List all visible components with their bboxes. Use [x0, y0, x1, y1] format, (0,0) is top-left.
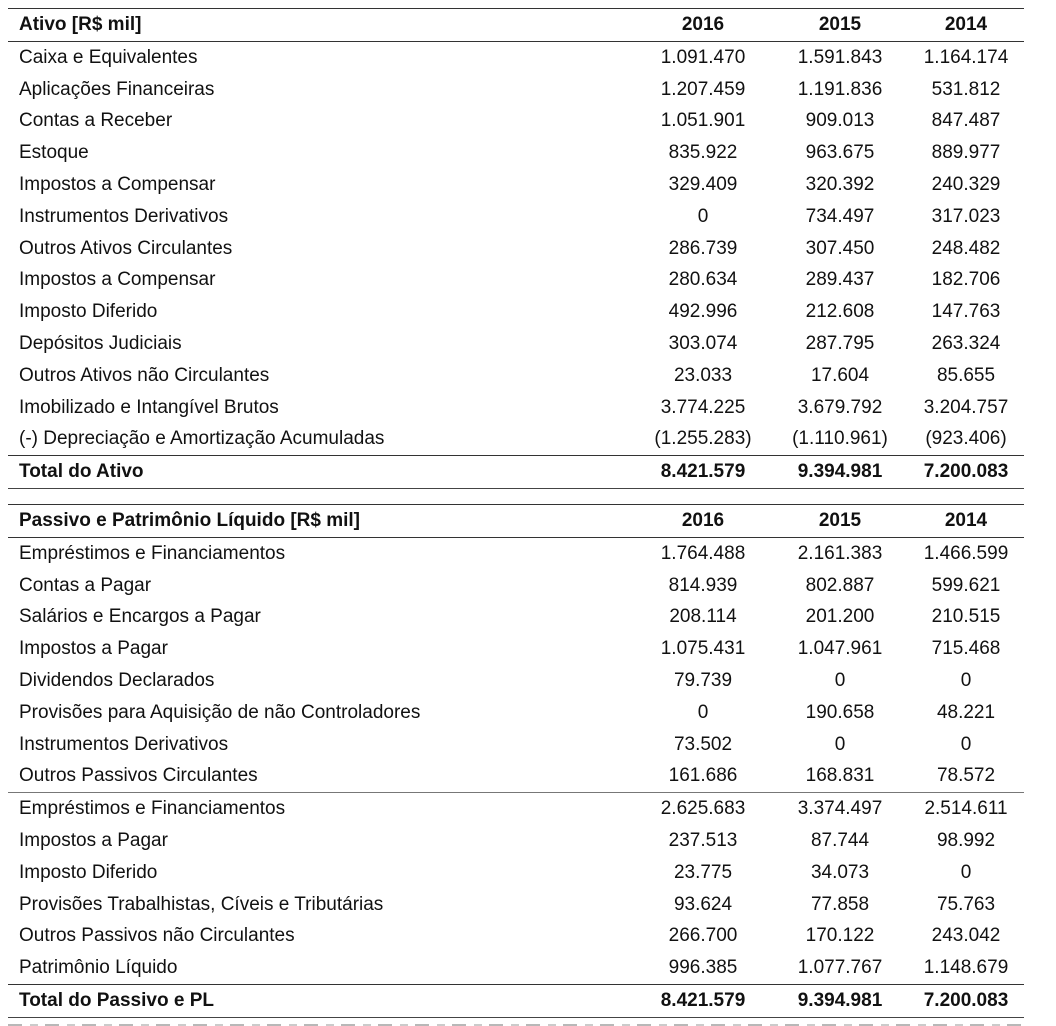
row-label: Contas a Pagar — [19, 574, 152, 596]
row-value: 847.487 — [931, 110, 1001, 132]
total-label: Total do Passivo e PL — [8, 984, 634, 1017]
row-label: Outros Ativos não Circulantes — [19, 364, 270, 386]
table-row — [8, 169, 1024, 201]
total-value: 7.200.083 — [908, 984, 1024, 1017]
table-row — [8, 41, 1024, 73]
row-value: 909.013 — [805, 110, 875, 132]
row-label: Provisões Trabalhistas, Cíveis e Tributárias — [19, 893, 384, 915]
row-value: 190.658 — [805, 701, 875, 723]
table-row — [8, 793, 1024, 825]
table-row — [8, 760, 1024, 792]
table-row — [8, 952, 1024, 984]
table-row — [8, 201, 1024, 233]
row-value: 1.077.767 — [797, 957, 883, 979]
row-value: 715.468 — [931, 638, 1001, 660]
ativo-table-body — [8, 41, 1024, 488]
row-label: Instrumentos Derivativos — [19, 205, 229, 227]
row-label: Imobilizado e Intangível Brutos — [19, 396, 279, 418]
row-value: 168.831 — [805, 765, 875, 787]
table-row — [8, 570, 1024, 602]
row-value: 248.482 — [931, 237, 1001, 259]
row-value: 3.204.757 — [923, 396, 1009, 418]
passivo-header-row — [8, 505, 1024, 538]
row-value: 289.437 — [805, 269, 875, 291]
table-row — [8, 697, 1024, 729]
table-row — [8, 857, 1024, 889]
row-value: (1.110.961) — [792, 428, 888, 450]
ativo-header-year: 2015 — [772, 9, 908, 42]
passivo-table — [8, 504, 1024, 1018]
row-value: 2.161.383 — [797, 542, 883, 564]
ativo-header-year: 2014 — [908, 9, 1024, 42]
row-value: 73.502 — [673, 733, 733, 755]
total-value: 8.421.579 — [634, 984, 772, 1017]
row-label: Dividendos Declarados — [19, 669, 215, 691]
row-label: (-) Depreciação e Amortização Acumuladas — [19, 428, 385, 450]
passivo-header-year: 2014 — [908, 505, 1024, 538]
row-value: 814.939 — [668, 574, 738, 596]
row-value: 161.686 — [668, 765, 738, 787]
row-value: 1.051.901 — [660, 110, 746, 132]
row-value: 996.385 — [668, 957, 738, 979]
row-value: 307.450 — [805, 237, 875, 259]
row-value: 263.324 — [931, 332, 1001, 354]
row-label: Contas a Receber — [19, 110, 173, 132]
row-value: 320.392 — [805, 173, 875, 195]
row-label: Depósitos Judiciais — [19, 332, 182, 354]
row-value: 835.922 — [668, 142, 738, 164]
row-label: Instrumentos Derivativos — [19, 733, 229, 755]
row-label: Estoque — [19, 142, 89, 164]
row-value: 317.023 — [931, 205, 1001, 227]
table-row — [8, 920, 1024, 952]
row-value: 734.497 — [805, 205, 875, 227]
row-value: 329.409 — [668, 173, 738, 195]
total-value: 9.394.981 — [772, 456, 908, 489]
row-value: 0 — [960, 733, 972, 755]
row-label: Impostos a Pagar — [19, 638, 168, 660]
table-row — [8, 105, 1024, 137]
passivo-header-label: Passivo e Patrimônio Líquido [R$ mil] — [8, 505, 634, 538]
row-value: 1.148.679 — [923, 957, 1009, 979]
row-value: 0 — [960, 861, 972, 883]
row-value: 3.774.225 — [660, 396, 746, 418]
row-value: 93.624 — [673, 893, 733, 915]
row-value: 1.466.599 — [923, 542, 1009, 564]
row-value: 3.374.497 — [772, 793, 908, 825]
row-value: 303.074 — [668, 332, 738, 354]
row-value: 1.091.470 — [660, 46, 746, 68]
row-value: 182.706 — [931, 269, 1001, 291]
row-label: Imposto Diferido — [19, 301, 158, 323]
row-value: 201.200 — [805, 606, 875, 628]
row-label: Imposto Diferido — [19, 861, 158, 883]
table-row — [8, 296, 1024, 328]
row-label: Outros Ativos Circulantes — [19, 237, 233, 259]
row-value: 599.621 — [931, 574, 1001, 596]
row-label: Caixa e Equivalentes — [19, 46, 198, 68]
passivo-header-year: 2016 — [634, 505, 772, 538]
row-value: 98.992 — [936, 829, 996, 851]
total-value: 8.421.579 — [634, 456, 772, 489]
ativo-header-label: Ativo [R$ mil] — [8, 9, 634, 42]
row-label: Patrimônio Líquido — [19, 957, 178, 979]
table-row — [8, 233, 1024, 265]
row-value: 77.858 — [810, 893, 870, 915]
row-value: 1.591.843 — [797, 46, 883, 68]
row-label: Impostos a Compensar — [19, 173, 216, 195]
table-row — [8, 889, 1024, 921]
row-value: (1.255.283) — [654, 428, 752, 450]
table-row — [8, 137, 1024, 169]
row-label: Outros Passivos Circulantes — [19, 765, 258, 787]
row-value: 286.739 — [668, 237, 738, 259]
passivo-table-body — [8, 537, 1024, 1017]
table-row — [8, 74, 1024, 106]
row-value: 0 — [697, 701, 709, 723]
row-value: 208.114 — [669, 606, 737, 628]
row-label: Aplicações Financeiras — [19, 78, 215, 100]
row-value: 889.977 — [931, 142, 1001, 164]
row-label: Impostos a Compensar — [19, 269, 216, 291]
table-row — [8, 665, 1024, 697]
row-value: 492.996 — [668, 301, 738, 323]
row-label: Provisões para Aquisição de não Controladores — [19, 701, 421, 723]
row-value: 48.221 — [936, 701, 996, 723]
table-row — [8, 633, 1024, 665]
row-label: Empréstimos e Financiamentos — [19, 542, 286, 564]
total-label: Total do Ativo — [8, 456, 634, 489]
table-row — [8, 392, 1024, 424]
row-label: Salários e Encargos a Pagar — [19, 606, 261, 628]
row-value: 1.075.431 — [660, 638, 746, 660]
table-row — [8, 601, 1024, 633]
table-row — [8, 423, 1024, 455]
row-value: 210.515 — [931, 606, 1001, 628]
row-label: Outros Passivos não Circulantes — [19, 925, 295, 947]
table-row — [8, 729, 1024, 761]
passivo-header-year: 2015 — [772, 505, 908, 538]
total-value: 9.394.981 — [772, 984, 908, 1017]
row-value: 963.675 — [805, 142, 875, 164]
row-value: 34.073 — [810, 861, 870, 883]
row-value: 2.514.611 — [908, 793, 1024, 825]
row-value: 85.655 — [936, 364, 996, 386]
row-label: Empréstimos e Financiamentos — [8, 793, 634, 825]
row-value: 0 — [834, 733, 846, 755]
row-value: (923.406) — [925, 428, 1007, 450]
ativo-header-row — [8, 9, 1024, 42]
row-value: 23.775 — [673, 861, 733, 883]
row-value: 266.700 — [668, 925, 738, 947]
row-value: 237.513 — [668, 829, 738, 851]
row-value: 243.042 — [931, 925, 1001, 947]
total-row — [8, 984, 1024, 1017]
table-row — [8, 328, 1024, 360]
row-value: 0 — [697, 205, 709, 227]
ativo-header-year: 2016 — [634, 9, 772, 42]
row-value: 2.625.683 — [634, 793, 772, 825]
row-value: 87.744 — [810, 829, 870, 851]
row-value: 17.604 — [810, 364, 870, 386]
cropped-text-edge — [8, 1019, 1024, 1026]
table-row — [8, 264, 1024, 296]
row-value: 1.764.488 — [660, 542, 746, 564]
row-value: 280.634 — [668, 269, 738, 291]
row-value: 23.033 — [673, 364, 733, 386]
total-row — [8, 456, 1024, 489]
row-value: 240.329 — [931, 173, 1001, 195]
row-value: 3.679.792 — [797, 396, 883, 418]
row-value: 0 — [960, 669, 972, 691]
row-value: 75.763 — [936, 893, 996, 915]
row-value: 0 — [834, 669, 846, 691]
row-value: 531.812 — [931, 78, 1001, 100]
table-row — [8, 360, 1024, 392]
ativo-table — [8, 8, 1024, 489]
row-value: 212.608 — [805, 301, 875, 323]
row-value: 1.207.459 — [660, 78, 746, 100]
row-value: 802.887 — [805, 574, 875, 596]
total-value: 7.200.083 — [908, 456, 1024, 489]
row-value: 287.795 — [805, 332, 875, 354]
row-value: 1.191.836 — [797, 78, 883, 100]
row-value: 78.572 — [936, 765, 996, 787]
table-row — [8, 537, 1024, 569]
row-value: 1.164.174 — [923, 46, 1009, 68]
row-value: 170.122 — [805, 925, 875, 947]
row-value: 79.739 — [673, 669, 733, 691]
table-row — [8, 825, 1024, 857]
row-value: 1.047.961 — [797, 638, 883, 660]
row-value: 147.763 — [931, 301, 1001, 323]
row-label: Impostos a Pagar — [19, 829, 168, 851]
